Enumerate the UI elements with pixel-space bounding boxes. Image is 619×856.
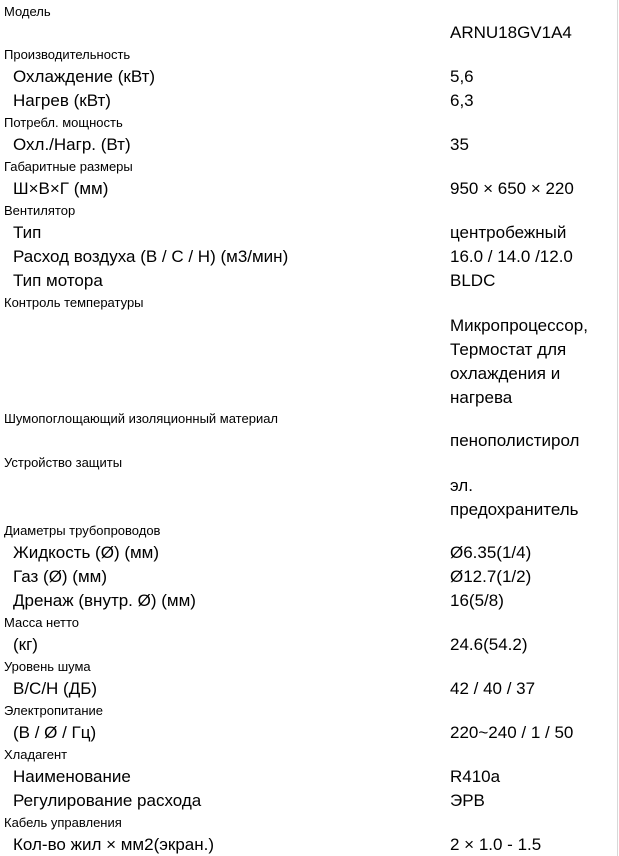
fan-type-value: центробежный bbox=[450, 223, 567, 242]
section-piping: Диаметры трубопроводов bbox=[4, 523, 161, 538]
flow-control-label: Регулирование расхода bbox=[13, 791, 202, 810]
section-temperature-control: Контроль температуры bbox=[4, 295, 144, 310]
drain-pipe-value: 16(5/8) bbox=[450, 591, 504, 610]
protection-device-line: эл. bbox=[450, 476, 473, 495]
drain-pipe-label: Дренаж (внутр. Ø) (мм) bbox=[13, 591, 196, 610]
insulation-value: пенополистирол bbox=[450, 431, 580, 450]
flow-control-value: ЭРВ bbox=[450, 791, 485, 810]
airflow-label: Расход воздуха (В / С / Н) (м3/мин) bbox=[13, 247, 289, 266]
net-weight-value: 24.6(54.2) bbox=[450, 635, 528, 654]
section-net-weight: Масса нетто bbox=[4, 615, 80, 630]
net-weight-label: (кг) bbox=[13, 635, 38, 654]
gas-pipe-label: Газ (Ø) (мм) bbox=[13, 567, 107, 586]
heating-capacity-label: Нагрев (кВт) bbox=[13, 91, 111, 110]
control-cable-value: 2 × 1.0 - 1.5 bbox=[450, 835, 542, 854]
noise-level-label: В/С/Н (ДБ) bbox=[13, 679, 98, 698]
motor-type-label: Тип мотора bbox=[13, 271, 103, 290]
section-power-supply: Электропитание bbox=[4, 703, 103, 718]
model-value: ARNU18GV1A4 bbox=[450, 23, 572, 42]
section-power-consumption: Потребл. мощность bbox=[4, 115, 123, 130]
section-fan: Вентилятор bbox=[4, 203, 76, 218]
refrigerant-name-value: R410a bbox=[450, 767, 501, 786]
temperature-control-value bbox=[450, 314, 588, 410]
dimensions-value: 950 × 650 × 220 bbox=[450, 179, 574, 198]
temperature-control-line: нагрева bbox=[450, 388, 513, 407]
section-capacity: Производительность bbox=[4, 47, 131, 62]
refrigerant-name-label: Наименование bbox=[13, 767, 131, 786]
protection-device-line: предохранитель bbox=[450, 500, 579, 519]
cooling-capacity-label: Охлаждение (кВт) bbox=[13, 67, 156, 86]
section-noise-level: Уровень шума bbox=[4, 659, 91, 674]
power-supply-value: 220~240 / 1 / 50 bbox=[450, 723, 574, 742]
fan-type-label: Тип bbox=[13, 223, 42, 242]
power-supply-label: (В / Ø / Гц) bbox=[13, 723, 97, 742]
noise-level-value: 42 / 40 / 37 bbox=[450, 679, 536, 698]
power-consumption-label: Охл./Нагр. (Вт) bbox=[13, 135, 131, 154]
power-consumption-value: 35 bbox=[450, 135, 469, 154]
liquid-pipe-label: Жидкость (Ø) (мм) bbox=[13, 543, 160, 562]
motor-type-value: BLDC bbox=[450, 271, 496, 290]
cooling-capacity-value: 5,6 bbox=[450, 67, 474, 86]
temperature-control-line: охлаждения и bbox=[450, 364, 561, 383]
section-model: Модель bbox=[4, 4, 51, 19]
gas-pipe-value: Ø12.7(1/2) bbox=[450, 567, 532, 586]
airflow-value: 16.0 / 14.0 /12.0 bbox=[450, 247, 573, 266]
temperature-control-line: Термостат для bbox=[450, 340, 567, 359]
section-refrigerant: Хладагент bbox=[4, 747, 68, 762]
temperature-control-line: Микропроцессор, bbox=[450, 316, 588, 335]
section-insulation: Шумопоглощающий изоляционный материал bbox=[4, 411, 279, 426]
control-cable-label: Кол-во жил × мм2(экран.) bbox=[13, 835, 215, 854]
liquid-pipe-value: Ø6.35(1/4) bbox=[450, 543, 532, 562]
protection-device-value bbox=[450, 474, 578, 522]
heating-capacity-value: 6,3 bbox=[450, 91, 474, 110]
section-protection-device: Устройство защиты bbox=[4, 455, 123, 470]
section-dimensions: Габаритные размеры bbox=[4, 159, 133, 174]
dimensions-label: Ш×В×Г (мм) bbox=[13, 179, 109, 198]
section-control-cable: Кабель управления bbox=[4, 815, 122, 830]
